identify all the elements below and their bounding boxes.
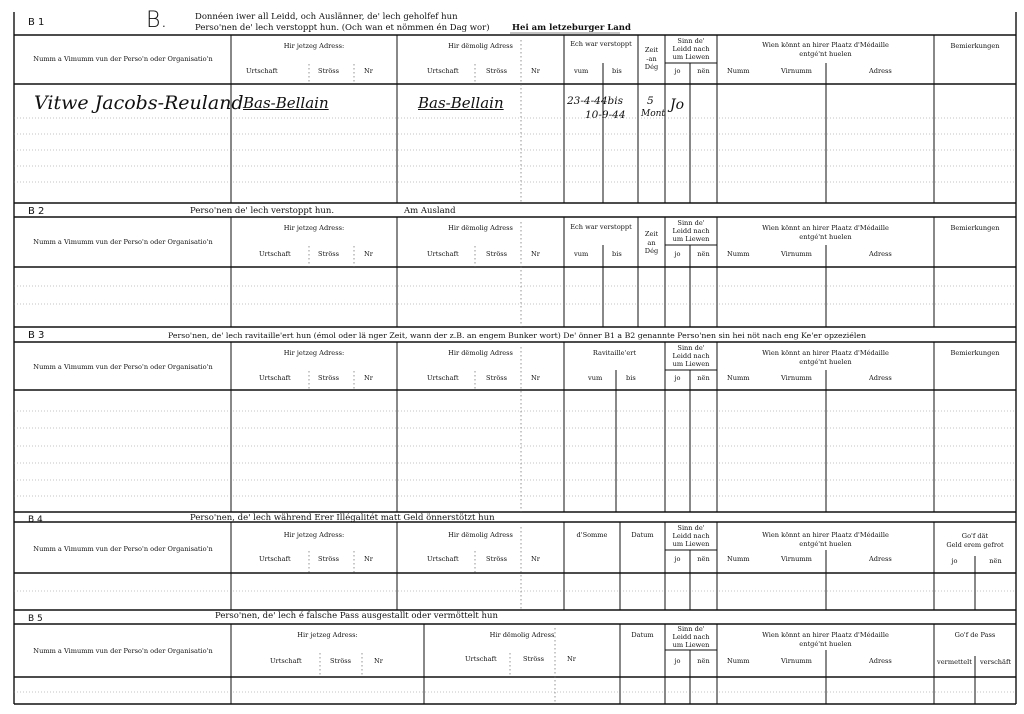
b4-yes-money: jo <box>951 557 958 565</box>
b5-medal-firstname: Virnumm <box>781 657 812 665</box>
b4-prev-addr: Hir dëmolig Adress <box>448 531 513 539</box>
b2-medal-1: Wien könnt an hirer Plaatz d'Médaille <box>762 224 889 232</box>
b3-code: B 3 <box>28 330 45 341</box>
b3-no: nën <box>697 374 710 382</box>
b2-bis: bis <box>612 250 622 258</box>
b3-name-col: Numm a Vimumm vun der Perso'n oder Organisatio'n <box>33 363 213 371</box>
b2-time-2: an <box>647 239 656 247</box>
b3-street: Ströss <box>318 374 340 382</box>
b4-medal-name: Numm <box>727 555 750 563</box>
b4-street: Ströss <box>318 555 340 563</box>
b1-hidden: Ech war verstoppt <box>570 40 632 48</box>
b4-name-col: Numm a Vimumm vun der Perso'n oder Organisatio'n <box>33 545 213 553</box>
b2-prev-locality: Urtschaft <box>427 250 459 258</box>
b3-locality: Urtschaft <box>259 374 291 382</box>
b1-nr: Nr <box>364 67 373 75</box>
b5-code: B 5 <box>28 614 43 624</box>
b3-prev-street: Ströss <box>486 374 508 382</box>
b1-current-addr: Hir jetzeg Adress: <box>283 42 345 50</box>
b4-locality: Urtschaft <box>259 555 291 563</box>
b4-no-money: nën <box>989 557 1002 565</box>
b1-handwritten-yes: Jo <box>670 97 685 113</box>
b2-nr: Nr <box>364 250 373 258</box>
b3-bis: bis <box>626 374 636 382</box>
b4-heading: Perso'nen, de' lech während Erer Illégalitét matt Geld önnerstötzt hun <box>190 513 495 523</box>
b4-no: nën <box>697 555 710 563</box>
b1-no: nën <box>697 67 710 75</box>
b3-prev-addr: Hir dëmolig Adress <box>448 349 513 357</box>
b2-yes: jo <box>674 250 681 258</box>
b1-letter: B. <box>146 8 168 33</box>
b2-prev-addr: Hir dëmolig Adress <box>448 224 513 232</box>
b2-family-1: Sinn de' <box>677 219 705 227</box>
b3-family-3: um Liewen <box>672 360 710 368</box>
b5-made: verschäft <box>979 658 1012 666</box>
b5-no: nën <box>697 657 710 665</box>
b4-date: Datum <box>631 531 654 539</box>
b1-handwritten-prev: Bas-Bellain <box>418 94 504 112</box>
b3-remarks: Bemierkungen <box>950 349 1000 357</box>
b5-family-1: Sinn de' <box>677 625 705 633</box>
b5-prev-street: Ströss <box>523 655 545 663</box>
b3-medal-1: Wien könnt an hirer Plaatz d'Médaille <box>762 349 889 357</box>
b3-medal-2: entgé'nt huelen <box>799 358 852 366</box>
b4-nr: Nr <box>364 555 373 563</box>
b1-handwritten-time-1: 5 <box>647 95 654 107</box>
b2-prev-street: Ströss <box>486 250 508 258</box>
b2-code: B 2 <box>28 206 45 217</box>
b1-remarks: Bemierkungen <box>950 42 1000 50</box>
b1-prev-nr: Nr <box>531 67 540 75</box>
b3-family-1: Sinn de' <box>677 344 705 352</box>
b3-prev-locality: Urtschaft <box>427 374 459 382</box>
b2-time-1: Zeit <box>644 230 659 238</box>
b5-date: Datum <box>631 631 654 639</box>
b1-prev-locality: Urtschaft <box>427 67 459 75</box>
b1-handwritten-dates-2: 10-9-44 <box>585 109 626 121</box>
b1-heading-1: Donnéen iwer all Leidd, och Auslänner, de' lech geholfef hun <box>195 12 458 22</box>
b3-nr: Nr <box>364 374 373 382</box>
b5-pass: Go'f de Pass <box>954 631 996 639</box>
b1-time-2: -an <box>646 55 657 63</box>
b5-street: Ströss <box>330 657 352 665</box>
b4-medal-firstname: Virnumm <box>781 555 812 563</box>
b1-family-1: Sinn de' <box>677 37 705 45</box>
b5-nr: Nr <box>374 657 383 665</box>
b4-money-1: Go'f dät <box>961 532 989 540</box>
b4-yes: jo <box>674 555 681 563</box>
b1-medal-name: Numm <box>727 67 750 75</box>
b3-medal-addr: Adress <box>869 374 892 382</box>
b1-code: B 1 <box>28 17 45 28</box>
b5-prev-nr: Nr <box>567 655 576 663</box>
b4-medal-2: entgé'nt huelen <box>799 540 852 548</box>
b2-medal-addr: Adress <box>869 250 892 258</box>
b3-rav: Ravitaille'ert <box>592 349 637 357</box>
b3-medal-name: Numm <box>727 374 750 382</box>
b3-prev-nr: Nr <box>531 374 540 382</box>
b5-prev-locality: Urtschaft <box>465 655 497 663</box>
b2-remarks: Bemierkungen <box>950 224 1000 232</box>
b1-time-3: Dég <box>644 63 659 71</box>
b1-yes: jo <box>674 67 681 75</box>
b2-hidden: Ech war verstoppt <box>570 223 632 231</box>
b1-medal-firstname: Virnumm <box>781 67 812 75</box>
b1-handwritten-time-2: Mont <box>641 109 666 119</box>
b3-family-2: Leidd nach <box>672 352 710 360</box>
b5-medal-name: Numm <box>727 657 750 665</box>
b5-medal-addr: Adress <box>869 657 892 665</box>
b5-family-3: um Liewen <box>672 641 710 649</box>
b1-medal-addr: Adress <box>869 67 892 75</box>
b3-heading: Perso'nen, de' lech ravitaille'ert hun (émol oder lä nger Zeit, wann der z.B. an engem Bunker wort) De' önner B1 a B2 genannte Perso'nen sin hei nöt nach eng Ke'er opzeziélen <box>168 331 867 340</box>
b5-name-col: Numm a Vimumm vun der Perso'n oder Organisatio'n <box>33 647 213 655</box>
b1-handwritten-dates-1: 23-4-44bis <box>567 95 623 107</box>
b1-bis: bis <box>612 67 622 75</box>
b2-heading-1: Perso'nen de' lech verstoppt hun. <box>190 206 335 216</box>
b1-time-1: Zeit <box>644 46 659 54</box>
b5-locality: Urtschaft <box>270 657 302 665</box>
b4-medal-addr: Adress <box>869 555 892 563</box>
b4-prev-nr: Nr <box>531 555 540 563</box>
b2-name-col: Numm a Vimumm vun der Perso'n oder Organisatio'n <box>33 238 213 246</box>
b3-vum: vum <box>588 374 603 382</box>
b1-vum: vum <box>574 67 589 75</box>
b4-medal-1: Wien könnt an hirer Plaatz d'Médaille <box>762 531 889 539</box>
b1-handwritten-name: Vitwe Jacobs-Reuland <box>34 92 244 114</box>
b2-prev-nr: Nr <box>531 250 540 258</box>
b2-time-3: Dég <box>644 247 659 255</box>
b5-yes: jo <box>674 657 681 665</box>
b1-family-2: Leidd nach <box>672 45 710 53</box>
b5-current-addr: Hir jetzeg Adress: <box>297 631 358 639</box>
b1-handwritten-current: Bas-Bellain <box>243 94 329 112</box>
b2-family-2: Leidd nach <box>672 227 710 235</box>
b3-current-addr: Hir jetzeg Adress: <box>283 349 345 357</box>
b4-family-1: Sinn de' <box>677 524 705 532</box>
b2-medal-name: Numm <box>727 250 750 258</box>
b1-family-3: um Liewen <box>672 53 710 61</box>
b4-code: B 4 <box>28 515 43 525</box>
b1-heading-2: Perso'nen de' lech verstoppt hun. (Och wan et nömmen én Dag wor) <box>195 23 490 33</box>
b1-heading-3: Hei am letzeburger Land <box>512 23 631 33</box>
b2-vum: vum <box>574 250 589 258</box>
b4-family-3: um Liewen <box>672 540 710 548</box>
b1-medal-1: Wien könnt an hirer Plaatz d'Médaille <box>762 41 889 49</box>
b2-heading-2: Am Ausland <box>404 206 456 216</box>
b1-name-col: Numm a Vimumm vun der Perso'n oder Organisatio'n <box>33 55 213 63</box>
b4-prev-locality: Urtschaft <box>427 555 459 563</box>
b5-medal-1: Wien könnt an hirer Plaatz d'Médaille <box>762 631 889 639</box>
b2-family-3: um Liewen <box>672 235 710 243</box>
b4-money-2: Geld erem gefrot <box>946 541 1004 549</box>
b4-prev-street: Ströss <box>486 555 508 563</box>
b2-medal-firstname: Virnumm <box>781 250 812 258</box>
b3-yes: jo <box>674 374 681 382</box>
b5-medal-2: entgé'nt huelen <box>799 640 852 648</box>
b4-family-2: Leidd nach <box>672 532 710 540</box>
b4-amount: d'Somme <box>576 531 608 539</box>
b2-street: Ströss <box>318 250 340 258</box>
b1-prev-street: Ströss <box>486 67 508 75</box>
b1-street: Ströss <box>318 67 340 75</box>
b2-current-addr: Hir jetzeg Adress: <box>283 224 345 232</box>
b2-no: nën <box>697 250 710 258</box>
b2-medal-2: entgé'nt huelen <box>799 233 852 241</box>
b1-locality: Urtschaft <box>246 67 278 75</box>
b5-given: vermettelt <box>937 658 972 666</box>
b2-locality: Urtschaft <box>259 250 291 258</box>
b5-family-2: Leidd nach <box>672 633 710 641</box>
b1-medal-2: entgé'nt huelen <box>799 50 852 58</box>
b3-medal-firstname: Virnumm <box>781 374 812 382</box>
b1-prev-addr: Hir dëmolig Adress <box>448 42 513 50</box>
b5-heading: Perso'nen, de' lech é falsche Pass ausgestallt oder vermöttelt hun <box>215 611 498 621</box>
b5-prev-addr: Hir dëmolig Adress <box>489 631 555 639</box>
b4-current-addr: Hir jetzeg Adress: <box>283 531 345 539</box>
